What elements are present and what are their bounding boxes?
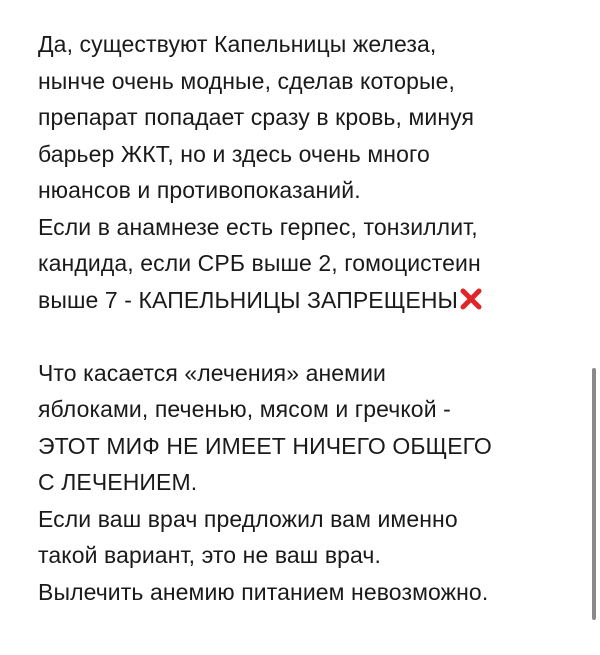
text-line: нынче очень модные, сделав которые, bbox=[38, 67, 456, 94]
paragraph-gap bbox=[38, 318, 578, 355]
text-line: Да, существуют Капельницы железа, bbox=[38, 31, 437, 57]
text-line: Если ваш врач предложил вам именно bbox=[38, 505, 458, 532]
text-line-with-icon bbox=[38, 282, 578, 319]
text-line: кандида, если СРБ выше 2, гомоцистеин bbox=[38, 250, 481, 276]
text-line: препарат попадает сразу в кровь, минуя bbox=[38, 104, 475, 130]
text-line: Что касается «лечения» анемии bbox=[38, 359, 386, 386]
text-line: барьер ЖКТ, но и здесь очень много bbox=[38, 140, 430, 167]
scrollbar[interactable] bbox=[592, 368, 596, 620]
text-line: яблоками, печенью, мясом и гречкой - bbox=[38, 396, 451, 422]
text-line: нюансов и противопоказаний. bbox=[38, 177, 361, 203]
text-line: ЭТОТ МИФ НЕ ИМЕЕТ НИЧЕГО ОБЩЕГО bbox=[38, 432, 492, 459]
text-line: выше 7 - КАПЕЛЬНИЦЫ ЗАПРЕЩЕНЫ bbox=[38, 286, 459, 313]
text-line: Если в анамнезе есть герпес, тонзиллит, bbox=[38, 213, 478, 240]
text-line: Вылечить анемию питанием невозможно. bbox=[38, 578, 489, 605]
text-line: С ЛЕЧЕНИЕМ. bbox=[38, 469, 198, 495]
cross-mark-icon bbox=[459, 287, 483, 311]
document-text bbox=[38, 26, 578, 610]
text-line: такой вариант, это не ваш врач. bbox=[38, 542, 382, 568]
